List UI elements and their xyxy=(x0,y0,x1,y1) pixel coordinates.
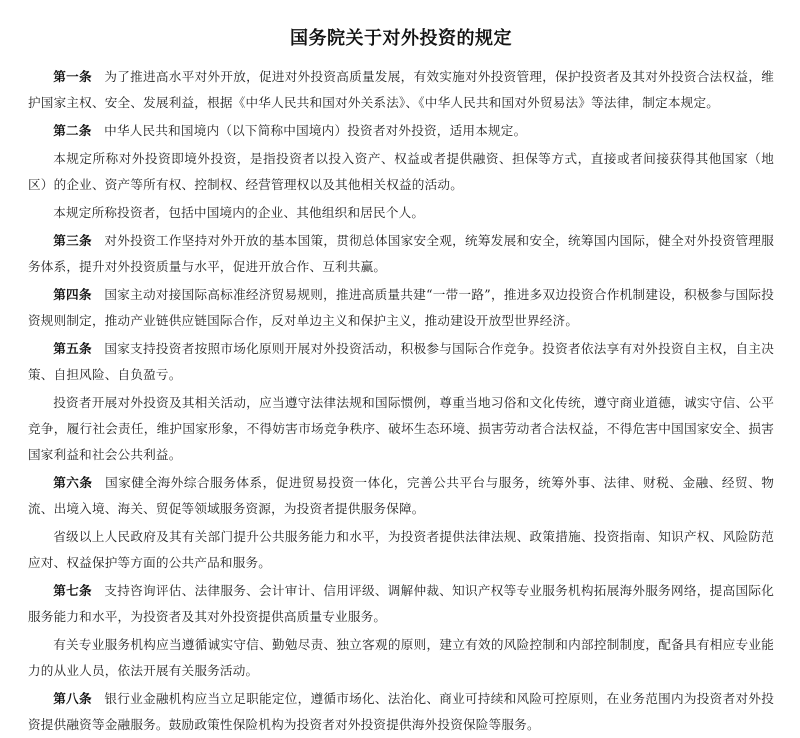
paragraph xyxy=(28,146,774,198)
paragraph xyxy=(28,336,774,388)
paragraph-text: 银行业金融机构应当立足职能定位，遵循市场化、法治化、商业可持续和风险可控原则，在业务范围内为投资者对外投资提供融资等金融服务。鼓励政策性保险机构为投资者对外投资提供海外投资保险等服务。 xyxy=(28,691,774,732)
paragraph-text: 国家主动对接国际高标准经济贸易规则，推进高质量共建“一带一路”，推进多双边投资合作机制建设，积极参与国际投资规则制定，推动产业链供应链国际合作，反对单边主义和保护主义，推动建设开放型世界经济。 xyxy=(28,287,774,328)
article-number: 第二条 xyxy=(53,123,92,138)
paragraph-text: 支持咨询评估、法律服务、会计审计、信用评级、调解仲裁、知识产权等专业服务机构拓展海外服务网络，提高国际化服务能力和水平，为投资者及其对外投资提供高质量专业服务。 xyxy=(28,583,774,624)
page-title: 国务院关于对外投资的规定 xyxy=(290,28,512,49)
article-number: 第一条 xyxy=(53,69,92,84)
paragraph-text: 国家健全海外综合服务体系，促进贸易投资一体化，完善公共平台与服务，统筹外事、法律、财税、金融、经贸、物流、出境入境、海关、贸促等领域服务资源，为投资者提供服务保障。 xyxy=(28,475,774,516)
paragraph-text: 国家支持投资者按照市场化原则开展对外投资活动，积极参与国际合作竞争。投资者依法享有对外投资自主权，自主决策、自担风险、自负盈亏。 xyxy=(28,341,774,382)
paragraph-text: 本规定所称投资者，包括中国境内的企业、其他组织和居民个人。 xyxy=(53,205,425,220)
paragraph xyxy=(28,200,774,226)
paragraph xyxy=(28,470,774,522)
paragraph xyxy=(28,686,774,738)
article-number: 第八条 xyxy=(53,691,92,706)
paragraph xyxy=(28,390,774,468)
paragraph-text: 有关专业服务机构应当遵循诚实守信、勤勉尽责、独立客观的原则，建立有效的风险控制和内部控制制度，配备具有相应专业能力的从业人员，依法开展有关服务活动。 xyxy=(28,637,774,678)
article-number: 第五条 xyxy=(53,341,92,356)
document-body xyxy=(28,64,774,738)
article-number: 第六条 xyxy=(53,475,93,490)
paragraph xyxy=(28,578,774,630)
paragraph-text: 省级以上人民政府及其有关部门提升公共服务能力和水平，为投资者提供法律法规、政策措施、投资指南、知识产权、风险防范应对、权益保护等方面的公共产品和服务。 xyxy=(28,529,774,570)
paragraph-text: 对外投资工作坚持对外开放的基本国策，贯彻总体国家安全观，统筹发展和安全，统筹国内国际，健全对外投资管理服务体系，提升对外投资质量与水平，促进开放合作、互利共赢。 xyxy=(28,233,774,274)
paragraph-text: 本规定所称对外投资即境外投资，是指投资者以投入资产、权益或者提供融资、担保等方式，直接或者间接获得其他国家（地区）的企业、资产等所有权、控制权、经营管理权以及其他相关权益的活动。 xyxy=(28,151,774,192)
article-number: 第三条 xyxy=(53,233,92,248)
paragraph xyxy=(28,228,774,280)
paragraph-text: 中华人民共和国境内（以下简称中国境内）投资者对外投资，适用本规定。 xyxy=(104,123,527,138)
paragraph xyxy=(28,524,774,576)
paragraph xyxy=(28,118,774,144)
paragraph-text: 投资者开展对外投资及其相关活动，应当遵守法律法规和国际惯例，尊重当地习俗和文化传统，遵守商业道德，诚实守信、公平竞争，履行社会责任，维护国家形象，不得妨害市场竞争秩序、破坏生态环境、损害劳动者合法权益，不得危害中国国家安全、损害国家利益和社会公共利益。 xyxy=(28,395,774,462)
paragraph xyxy=(28,282,774,334)
paragraph-text: 为了推进高水平对外开放，促进对外投资高质量发展，有效实施对外投资管理，保护投资者及其对外投资合法权益，维护国家主权、安全、发展利益，根据《中华人民共和国对外关系法》、《中华人民共和国对外贸易法》等法律，制定本规定。 xyxy=(28,69,774,110)
paragraph xyxy=(28,64,774,116)
article-number: 第四条 xyxy=(53,287,92,302)
article-number: 第七条 xyxy=(53,583,92,598)
paragraph xyxy=(28,632,774,684)
